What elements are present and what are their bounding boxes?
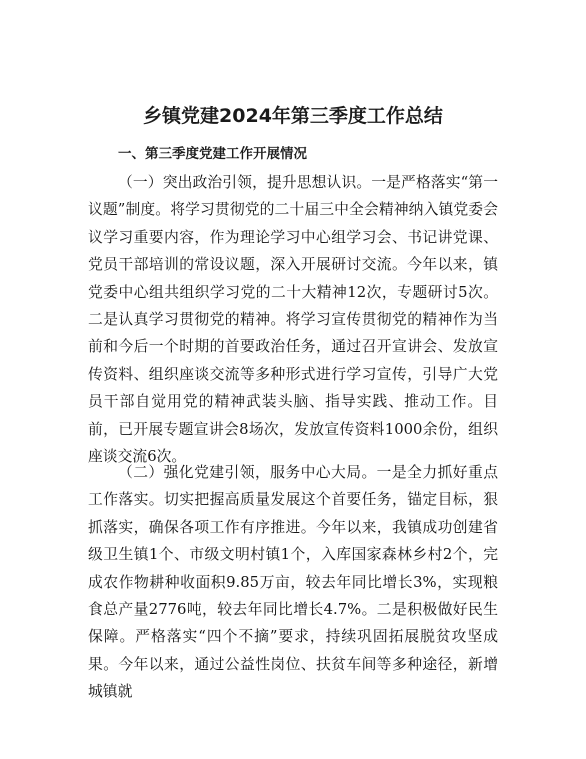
paragraph-2: （二）强化党建引领，服务中心大局。一是全力抓好重点工作落实。切实把握高质量发展这个首要任务，锚定目标，狠抓落实，确保各项工作有序推进。今年以来，我镇成功创建省级卫生镇1个、市级文明村镇1个，入库国家森林乡村2个，完成农作物耕种收面积9.85万亩，较去年同比增长3%，实现粮食总产量2776吨，较去年同比增长4.7%。二是积极做好民生保障。严格落实“四个不摘”要求，持续巩固拓展脱贫攻坚成果。今年以来，通过公益性岗位、扶贫车间等多种途径，新增城镇就 [88,464,498,701]
document-title: 乡镇党建2024年第三季度工作总结 [143,105,443,127]
section-heading: 一、第三季度党建工作开展情况 [118,146,307,162]
paragraph-1: （一）突出政治引领，提升思想认识。一是严格落实“第一议题”制度。将学习贯彻党的二十届三中全会精神纳入镇党委会议学习重要内容，作为理论学习中心组学习会、书记讲党课、党员干部培训的常设议题，深入开展研讨交流。今年以来，镇党委中心组共组织学习党的二十大精神12次，专题研讨5次。二是认真学习贯彻党的精神。将学习宣传贯彻党的精神作为当前和今后一个时期的首要政治任务，通过召开宣讲会、发放宣传资料、组织座谈交流等多种形式进行学习宣传，引导广大党员干部自觉用党的精神武装头脑、指导实践、推动工作。目前，已开展专题宣讲会8场次，发放宣传资料1000余份，组织座谈交流6次。 [88,174,498,466]
